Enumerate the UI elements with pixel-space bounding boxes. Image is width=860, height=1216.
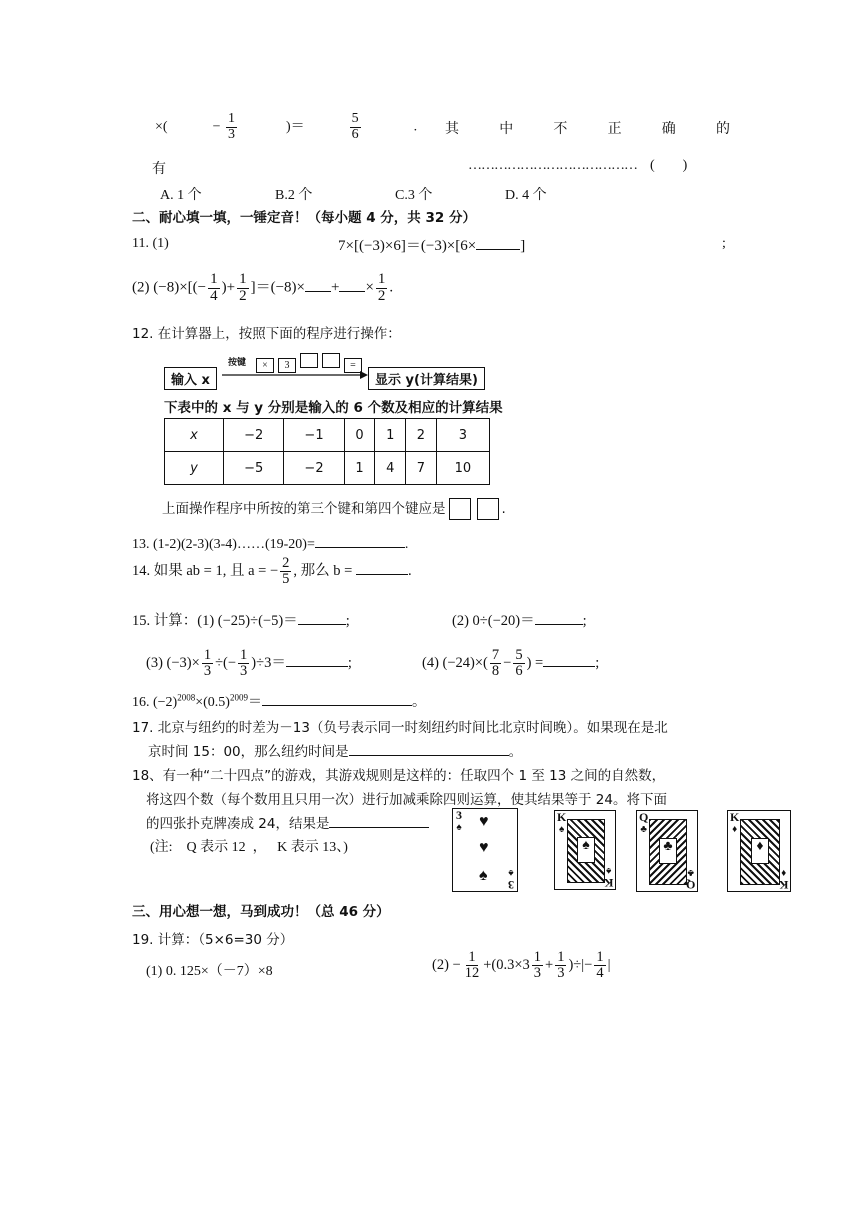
q17-line2: 京时间 15：00，那么纽约时间是 。 (148, 740, 522, 760)
q11-expr1: 7×[(−3)×6]＝(−3)×[6× ] (338, 234, 525, 255)
blank (339, 277, 365, 292)
section-3-title: 三、用心想一想，马到成功！（总 46 分） (132, 904, 390, 920)
key-times: × (256, 358, 274, 373)
table-row: x −2 −1 0 1 2 3 (165, 419, 490, 452)
word: 确 (661, 121, 676, 137)
blank (535, 610, 583, 625)
word: 其 (445, 121, 459, 137)
playing-card-king-diamonds: K ♦ ♦ K ♦ (727, 810, 791, 892)
playing-card-3-spades: 3 ♠ ♥ ♥ ♠ 3 ♠ (452, 808, 518, 892)
xy-table (164, 418, 490, 485)
q15-line2b: (4) (−24)×( $\frac{7}{8}$ − $\frac{5}{6}$ ) = ; (422, 647, 600, 680)
you-word: 有 (152, 161, 166, 177)
flow-arrow (220, 368, 370, 382)
choice-b: B.2 个 (275, 188, 313, 203)
q18-line3: 的四张扑克牌凑成 24，结果是 (146, 812, 429, 832)
minus-sign: − (212, 119, 221, 135)
key-3: 3 (278, 358, 296, 373)
key-blank (300, 353, 318, 368)
blank (329, 813, 429, 828)
times-open: ×( (155, 119, 168, 135)
q18-line1: 18、有一种“二十四点”的游戏，其游戏规则是这样的：任取四个 1 至 13 之间的自然数， (132, 768, 666, 784)
q11-expr2: (2) (−8)×[(− $\frac{1}{4}$ )+ $\frac{1}{2}$ ]＝(−8)× + × $\frac{1}{2}$ . (132, 271, 394, 304)
answer-box[interactable] (477, 498, 499, 520)
q11-semicolon: ; (722, 236, 726, 251)
blank (305, 277, 331, 292)
table-row: y −5 −2 1 4 7 10 (165, 452, 490, 485)
q19-title: 19. 计算：（5×6=30 分） (132, 932, 294, 948)
q19-part1: (1) 0. 125×（－7）×8 (146, 964, 273, 979)
word: 中 (499, 121, 514, 137)
section-2-title: 二、耐心填一填，一锤定音！（每小题 4 分，共 32 分） (132, 210, 476, 226)
output-box: 显示 y(计算结果) (368, 367, 485, 390)
q12-text: 12. 在计算器上，按照下面的程序进行操作： (132, 326, 401, 342)
fraction-five-sixths: $\frac{5}{6}$ (351, 111, 359, 142)
blank (356, 560, 408, 575)
top-line (155, 112, 417, 152)
spread-words (445, 118, 730, 138)
q18-line2: 将这四个数（每个数用且只用一次）进行加减乘除四则运算，使其结果等于 24。将下面 (146, 792, 667, 808)
q11-label: 11. (1) (132, 236, 169, 251)
blank (349, 741, 509, 756)
playing-card-queen-clubs: Q ♣ ♣ Q ♣ (636, 810, 698, 892)
q14: 14. 如果 ab = 1, 且 a = − $\frac{2}{5}$ , 那么 b = . (132, 555, 412, 588)
blank (543, 652, 595, 667)
q19-part2: (2) − $\frac{1}{12}$ +(0.3×3 $\frac{1}{3}$ + $\frac{1}{3}$ )÷|− $\frac{1}{4}$ | (432, 949, 611, 982)
q12-answer: 上面操作程序中所按的第三个键和第四个键应是 . (162, 497, 506, 520)
choice-d: D. 4 个 (505, 188, 547, 203)
q15-line1: 15. 计算：(1) (−25)÷(−5)＝ ; (132, 609, 350, 630)
key-equals: = (344, 358, 362, 373)
q16: 16. $(-2)^{2008}\times(0.5)^{2009}=$ 。 (132, 692, 426, 710)
table-caption: 下表中的 x 与 y 分别是输入的 6 个数及相应的计算结果 (164, 400, 503, 416)
answer-paren: ( ) (650, 158, 688, 173)
word: 正 (607, 121, 622, 137)
playing-card-king-spades: K ♠ ♠ K ♠ (554, 810, 616, 890)
blank (315, 533, 405, 548)
close-eq: )＝ (285, 119, 305, 135)
press-label: 按键 (228, 358, 247, 368)
key-blank (322, 353, 340, 368)
blank (476, 235, 520, 250)
answer-box[interactable] (449, 498, 471, 520)
blank (298, 610, 346, 625)
word: 不 (553, 121, 568, 137)
blank (262, 691, 412, 706)
q15-line2: (3) (−3)× $\frac{1}{3}$ ÷(− $\frac{1}{3}$ )÷3＝ ; (146, 647, 352, 680)
period: . (413, 119, 418, 135)
q17-line1: 17. 北京与纽约的时差为－13（负号表示同一时刻纽约时间比北京时间晚）。如果现在是北 (132, 720, 668, 736)
word: 的 (715, 121, 730, 137)
input-box: 输入 x (164, 367, 217, 390)
blank (286, 652, 348, 667)
q13: 13. (1-2)(2-3)(3-4)……(19-20)= . (132, 533, 408, 553)
choice-a: A. 1 个 (160, 188, 202, 203)
q18-note: (注: Q 表示 12 ， K 表示 13、) (150, 840, 348, 855)
choice-c: C.3 个 (395, 188, 433, 203)
q15-line1b: (2) 0÷(−20)＝ ; (452, 609, 587, 630)
fraction-one-third: $\frac{1}{3}$ (227, 111, 235, 142)
leader-dots: ………………………………… (468, 158, 637, 173)
